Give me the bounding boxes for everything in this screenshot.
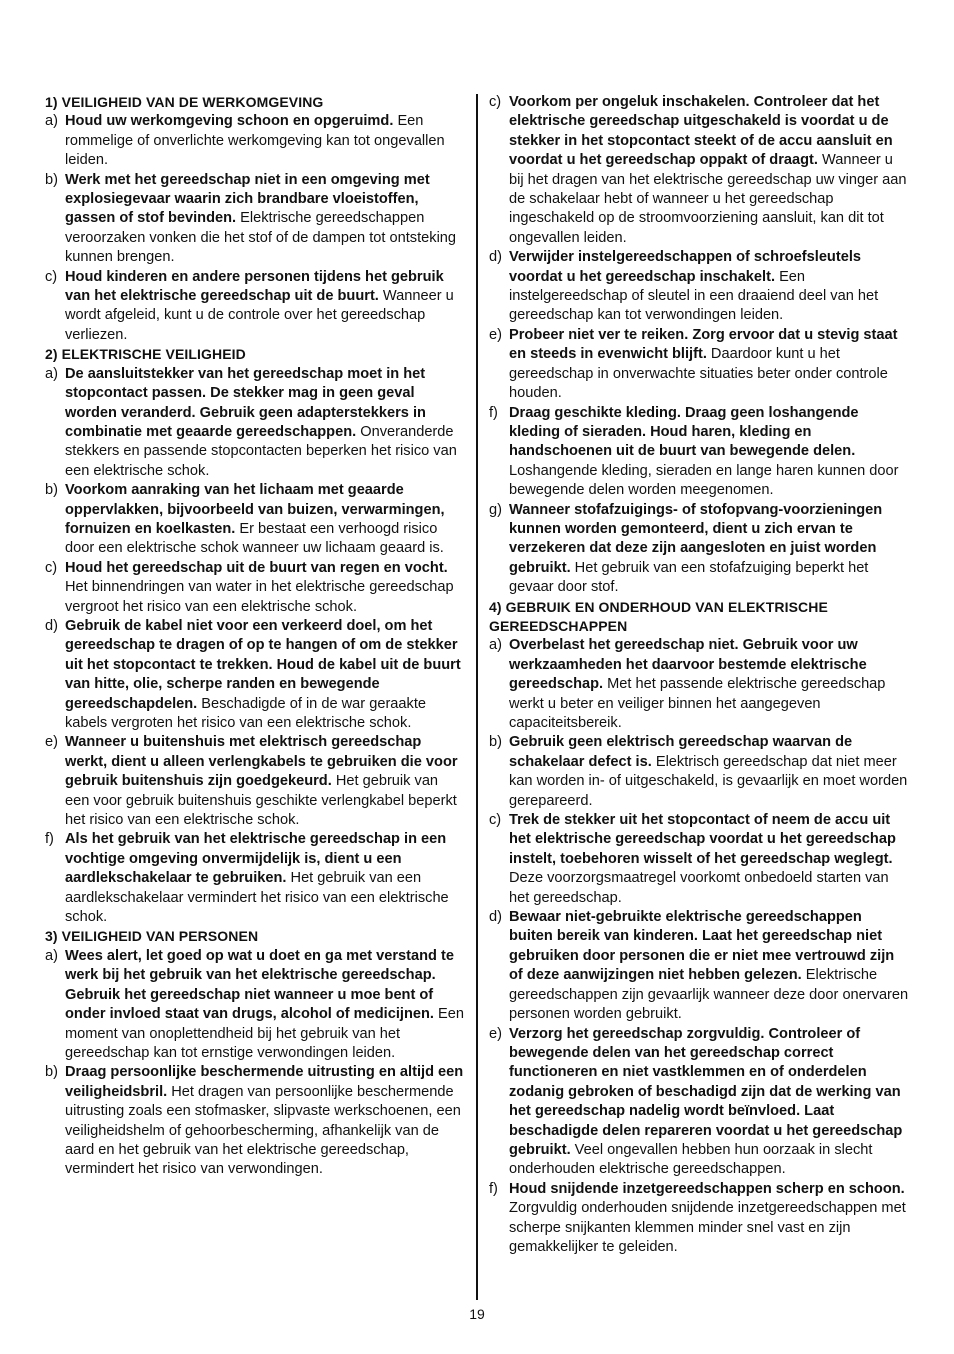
item-text: Loshangende kleding, sieraden en lange haren kunnen door bewegende delen worden meegenomen. <box>509 462 899 499</box>
page-number: 19 <box>469 1306 485 1322</box>
item-letter: e) <box>489 326 502 343</box>
list-item <box>489 1180 909 1258</box>
item-text: Een moment van onoplettendheid bij het gebruik van het gereedschap kan tot ernstige verwondingen leiden. <box>65 1006 464 1061</box>
list-item <box>489 326 909 404</box>
list-item <box>489 501 909 598</box>
item-bold-text: Bewaar niet-gebruikte elektrische gereedschappen buiten bereik van kinderen. Laat het gereedschap niet gebruiken door personen die er niet mee vertrouwd zijn of deze aanwijzingen niet hebben gelezen. <box>509 909 895 984</box>
section-heading-work-area-safety: 1) VEILIGHEID VAN DE WERKOMGEVING <box>45 94 324 110</box>
list-item <box>489 404 909 501</box>
item-letter: f) <box>45 831 54 848</box>
item-letter: c) <box>489 812 502 829</box>
list-item <box>489 811 909 908</box>
item-bold-text: Houd het gereedschap uit de buurt van regen en vocht. <box>65 559 448 576</box>
item-text: Met het passende elektrische gereedschap werkt u beter en veiliger binnen het aangegeven capaciteitsbereik. <box>509 676 886 731</box>
item-text: Elektrische gereedschappen veroorzaken vonken die het stof of de dampen tot ontsteking kunnen brengen. <box>65 210 457 266</box>
item-text: Zorgvuldig onderhouden snijdende inzetgereedschappen met scherpe snijkanten klemmen minder snel vast en zijn gemakkelijker te geleiden. <box>509 1200 906 1255</box>
item-letter: a) <box>45 365 58 382</box>
column-divider <box>476 94 478 1300</box>
list-item <box>45 112 465 170</box>
item-bold-text: Houd kinderen en andere personen tijdens het gebruik van het elektrische gereedschap uit de buurt. <box>65 268 444 305</box>
item-letter: b) <box>45 1064 58 1081</box>
item-text: Een instelgereedschap of sleutel in een draaiend deel van het gereedschap kan tot verwondingen leiden. <box>509 268 879 324</box>
item-letter: g) <box>489 501 502 518</box>
section-heading-tool-use-and-care: 4) GEBRUIK EN ONDERHOUD VAN ELEKTRISCHE GEREEDSCHAPPEN <box>489 598 828 634</box>
item-bold-text: Verzorg het gereedschap zorgvuldig. Controleer of bewegende delen van het gereedschap correct functioneren en niet vastklemmen en of onderdelen zodanig gebroken of beschadigd zijn dat de werking van het gereedschap nadelig wordt beïnvloed. Laat beschadigde delen repareren voordat u het gereedschap gebruikt. <box>509 1025 903 1158</box>
item-bold-text: Draag persoonlijke beschermende uitrusting en altijd een veiligheidsbril. <box>65 1064 464 1100</box>
item-bold-text: Draag geschikte kleding. Draag geen loshangende kleding of sieraden. Houd haren, kleding en handschoenen uit de buurt van bewegende delen. <box>509 404 859 460</box>
item-bold-text: Overbelast het gereedschap niet. Gebruik voor uw werkzaamheden het daarvoor bestemde elektrische gereedschap. <box>509 637 867 693</box>
item-bold-text: De aansluitstekker van het gereedschap moet in het stopcontact passen. De stekker mag in geen geval worden veranderd. Gebruik geen adapterstekkers in combinatie met geaarde gereedschappen. <box>65 365 426 440</box>
list-item <box>45 268 465 346</box>
item-bold-text: Wees alert, let goed op wat u doet en ga met verstand te werk bij het gebruik van het elektrische gereedschap. Gebruik het gereedschap niet wanneer u moe bent of onder invloed staat van drugs, alcohol of medicijnen. <box>65 947 454 1023</box>
item-bold-text: Voorkom aanraking van het lichaam met geaarde oppervlakken, bijvoorbeeld van buizen, verwarmingen, fornuizen en koelkasten. <box>65 482 445 537</box>
left-column <box>45 93 465 1180</box>
list-item <box>489 636 909 733</box>
item-letter: e) <box>45 734 58 751</box>
item-letter: b) <box>45 482 58 499</box>
list-item <box>45 171 465 268</box>
item-bold-text: Als het gebruik van het elektrische gereedschap in een vochtige omgeving onvermijdelijk is, dient u een aardlekschakelaar te gebruiken. <box>65 831 447 887</box>
list-item <box>489 733 909 811</box>
item-letter: b) <box>45 171 58 188</box>
list-item <box>45 947 465 1063</box>
list-item <box>45 559 465 617</box>
item-bold-text: Werk met het gereedschap niet in een omgeving met explosiegevaar waarin zich brandbare vloeistoffen, gassen of stof bevinden. <box>65 171 430 227</box>
item-bold-text: Wanneer u buitenshuis met elektrisch gereedschap werkt, dient u alleen verlengkabels te gebruiken die voor gebruik buitenshuis zijn goedgekeurd. <box>65 734 458 790</box>
item-bold-text: Probeer niet ver te reiken. Zorg ervoor dat u stevig staat en steeds in evenwicht blijft. <box>509 326 898 363</box>
item-letter: a) <box>45 113 58 130</box>
item-bold-text: Gebruik de kabel niet voor een verkeerd doel, om het gereedschap te dragen of op te hangen of om de stekker uit het stopcontact te trekken. Houd de kabel uit de buurt van hitte, olie, scherpe randen en bewegende gereedschapdelen. <box>65 617 461 712</box>
item-text: Elektrisch gereedschap dat niet meer kan worden in- of uitgeschakeld, is gevaarlijk en moet worden gerepareerd. <box>509 753 908 809</box>
list-item <box>489 93 909 248</box>
item-text: Het gebruik van een aardlekschakelaar vermindert het risico van een elektrische schok. <box>65 870 449 926</box>
item-text: Veel ongevallen hebben hun oorzaak in slecht onderhouden elektrische gereedschappen. <box>509 1141 873 1178</box>
list-item <box>45 617 465 733</box>
item-letter: a) <box>45 947 58 964</box>
item-letter: c) <box>489 94 502 110</box>
right-column <box>489 93 909 1257</box>
item-text: Daardoor kunt u het gereedschap in onverwachte situaties beter onder controle houden. <box>509 346 888 402</box>
list-item <box>45 1063 465 1179</box>
item-bold-text: Gebruik geen elektrisch gereedschap waarvan de schakelaar defect is. <box>509 734 853 770</box>
list-item <box>45 733 465 830</box>
item-text: Wanneer u wordt afgeleid, kunt u de controle over het gereedschap verliezen. <box>65 288 454 343</box>
item-text: Het gebruik van een voor gebruik buitenshuis geschikte verlengkabel beperkt het risico van een elektrische schok. <box>65 773 457 829</box>
section-heading-personal-safety: 3) VEILIGHEID VAN PERSONEN <box>45 928 259 945</box>
item-bold-text: Trek de stekker uit het stopcontact of neem de accu uit het elektrische gereedschap voordat u het gereedschap instelt, toebehoren wisselt of het gereedschap weglegt. <box>509 812 896 867</box>
item-bold-text: Houd uw werkomgeving schoon en opgeruimd. <box>65 113 394 130</box>
item-text: Elektrische gereedschappen zijn gevaarlijk wanneer deze door onervaren personen worden gebruikt. <box>509 967 909 1023</box>
section-heading-electrical-safety: 2) ELEKTRISCHE VEILIGHEID <box>45 346 246 363</box>
item-text: Wanneer u bij het dragen van het elektrische gereedschap uw vinger aan de schakelaar hebt of wanneer u het gereedschap ingeschakeld op de stroomvoorziening aansluit, kan dit tot ongevallen leiden. <box>509 152 907 246</box>
item-bold-text: Verwijder instelgereedschappen of schroefsleutels voordat u het gereedschap inschakelt. <box>509 249 861 285</box>
item-letter: d) <box>45 617 58 634</box>
item-letter: e) <box>489 1025 502 1042</box>
item-text: Het dragen van persoonlijke beschermende uitrusting zoals een stofmasker, slipvaste werkschoenen, een veiligheidshelm of gehoorbescherming, afhankelijk van de aard en het gebruik van het elektrische gereedschap, vermindert het risico van verwondingen. <box>65 1083 461 1178</box>
item-text: Het binnendringen van water in het elektrische gereedschap vergroot het risico van een elektrische schok. <box>65 579 454 615</box>
item-text: Een rommelige of onverlichte werkomgeving kan tot ongevallen leiden. <box>65 113 445 169</box>
item-letter: b) <box>489 734 502 751</box>
item-bold-text: Wanneer stofafzuigings- of stofopvang-voorzieningen kunnen worden gemonteerd, dient u zich ervan te verzekeren dat deze zijn aangesloten en juist worden gebruikt. <box>509 501 883 576</box>
item-letter: c) <box>45 559 58 576</box>
item-bold-text: Voorkom per ongeluk inschakelen. Controleer dat het elektrische gereedschap uitgeschakeld is voordat u de stekker in het stopcontact steekt of de accu aansluit en voordat u het gereedschap oppakt of draagt. <box>509 94 893 169</box>
list-item <box>489 248 909 326</box>
list-item <box>489 1025 909 1180</box>
item-text: Er bestaat een verhoogd risico door een elektrische schok wanneer uw lichaam geaard is. <box>65 520 444 557</box>
list-item <box>45 830 465 927</box>
list-item <box>45 365 465 481</box>
list-item <box>45 481 465 559</box>
item-letter: a) <box>489 637 502 654</box>
item-letter: d) <box>489 909 502 926</box>
item-letter: f) <box>489 1180 498 1197</box>
item-text: Het gebruik van een stofafzuiging beperkt het gevaar door stof. <box>509 559 869 596</box>
item-text: Onveranderde stekkers en passende stopcontacten beperken het risico van een elektrische schok. <box>65 423 457 479</box>
list-item <box>489 908 909 1024</box>
item-text: Beschadigde of in de war geraakte kabels vergroten het risico van een elektrische schok. <box>65 695 427 731</box>
item-bold-text: Houd snijdende inzetgereedschappen scherp en schoon. <box>509 1180 905 1197</box>
item-letter: c) <box>45 268 58 285</box>
item-letter: f) <box>489 404 498 421</box>
item-letter: d) <box>489 249 502 266</box>
item-text: Deze voorzorgsmaatregel voorkomt onbedoeld starten van het gereedschap. <box>509 870 889 906</box>
